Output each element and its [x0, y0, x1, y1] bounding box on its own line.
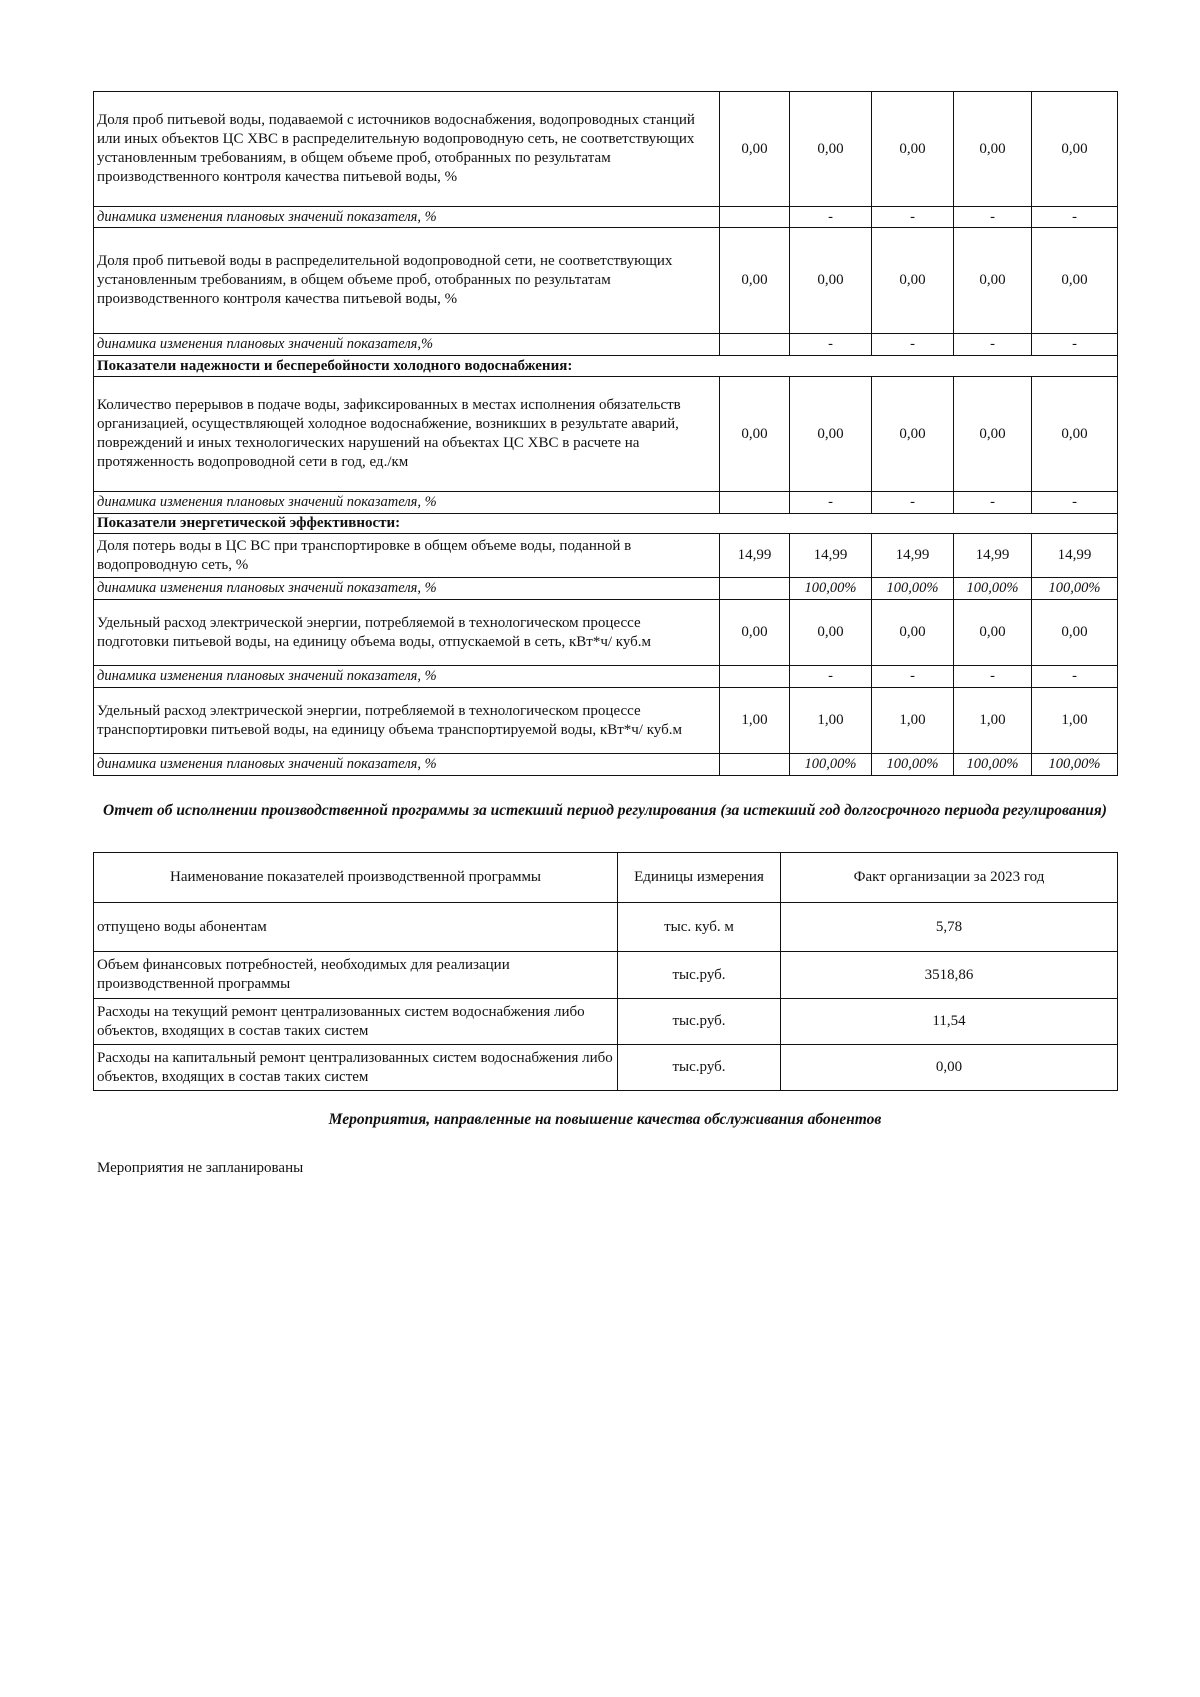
report-row-unit: тыс.руб. [618, 952, 781, 999]
indicator-value: 14,99 [790, 534, 872, 578]
indicator-label: Доля потерь воды в ЦС ВС при транспортировке в общем объеме воды, поданной в водопроводную сеть, % [94, 534, 720, 578]
indicator-value: 0,00 [1032, 600, 1118, 666]
indicator-value: 0,00 [790, 600, 872, 666]
dynamics-value: 100,00% [1032, 578, 1118, 600]
dynamics-value [720, 492, 790, 514]
table-header-row [94, 853, 1118, 903]
dynamics-value: 100,00% [954, 578, 1032, 600]
dynamics-value: - [1032, 334, 1118, 356]
report-row-name: отпущено воды абонентам [94, 903, 618, 952]
indicator-value: 14,99 [954, 534, 1032, 578]
column-header: Единицы измерения [618, 853, 781, 903]
dynamics-value: - [872, 334, 954, 356]
indicator-value: 14,99 [1032, 534, 1118, 578]
dynamics-label: динамика изменения плановых значений показателя, % [94, 578, 720, 600]
indicator-value: 14,99 [872, 534, 954, 578]
dynamics-value: - [1032, 492, 1118, 514]
table-row [94, 666, 1118, 688]
report-row-value: 11,54 [781, 999, 1118, 1045]
indicator-value: 1,00 [1032, 688, 1118, 754]
indicator-value: 0,00 [872, 600, 954, 666]
indicator-value: 0,00 [954, 228, 1032, 334]
table-row [94, 377, 1118, 492]
indicator-label: Доля проб питьевой воды, подаваемой с источников водоснабжения, водопроводных станций или иных объектов ЦС ХВС в распределительную водопроводную сеть, не соответствующих установленным требованиям, в общем объеме проб, отобранных по результатам производственного контроля качества питьевой воды, % [94, 92, 720, 207]
dynamics-label: динамика изменения плановых значений показателя, % [94, 754, 720, 776]
report-row-name: Объем финансовых потребностей, необходимых для реализации производственной программы [94, 952, 618, 999]
measures-title: Мероприятия, направленные на повышение качества обслуживания абонентов [328, 1111, 882, 1128]
report-row-value: 3518,86 [781, 952, 1118, 999]
table-row [94, 600, 1118, 666]
section-title: Показатели надежности и бесперебойности холодного водоснабжения: [94, 356, 1118, 377]
dynamics-value [720, 334, 790, 356]
column-header: Наименование показателей производственной программы [94, 853, 618, 903]
indicator-label: Количество перерывов в подаче воды, зафиксированных в местах исполнения обязательств организацией, осуществляющей холодное водоснабжение, возникших в результате аварий, повреждений и иных технологических нарушений на объектах ЦС ХВС в расчете на протяженность водопроводной сети в год, ед./км [94, 377, 720, 492]
dynamics-value [720, 666, 790, 688]
dynamics-value: - [1032, 207, 1118, 228]
indicator-value: 1,00 [954, 688, 1032, 754]
report-row-unit: тыс.руб. [618, 999, 781, 1045]
dynamics-value: - [790, 492, 872, 514]
table-row [94, 754, 1118, 776]
table-row [94, 228, 1118, 334]
indicator-value: 0,00 [872, 92, 954, 207]
dynamics-value: - [872, 207, 954, 228]
indicator-value: 0,00 [720, 228, 790, 334]
indicator-value: 0,00 [720, 600, 790, 666]
section-title: Показатели энергетической эффективности: [94, 514, 1118, 534]
dynamics-label: динамика изменения плановых значений показателя, % [94, 492, 720, 514]
dynamics-value: - [954, 334, 1032, 356]
table-row [94, 578, 1118, 600]
dynamics-value: - [954, 492, 1032, 514]
indicator-value: 0,00 [872, 377, 954, 492]
indicator-value: 0,00 [1032, 377, 1118, 492]
dynamics-value [720, 754, 790, 776]
report-row-name: Расходы на текущий ремонт централизованных систем водоснабжения либо объектов, входящих в состав таких систем [94, 999, 618, 1045]
report-row-unit: тыс. куб. м [618, 903, 781, 952]
dynamics-value: 100,00% [872, 578, 954, 600]
indicator-value: 0,00 [1032, 228, 1118, 334]
table-row [94, 534, 1118, 578]
dynamics-value: 100,00% [790, 754, 872, 776]
indicator-value: 1,00 [720, 688, 790, 754]
table-row [94, 1045, 1118, 1091]
indicator-value: 0,00 [720, 377, 790, 492]
dynamics-value: - [954, 207, 1032, 228]
measures-text: Мероприятия не запланированы [97, 1160, 304, 1176]
table-row [94, 952, 1118, 999]
report-row-value: 5,78 [781, 903, 1118, 952]
indicator-label: Удельный расход электрической энергии, потребляемой в технологическом процессе подготовки питьевой воды, на единицу объема воды, отпускаемой в сеть, кВт*ч/ куб.м [94, 600, 720, 666]
column-header: Факт организации за 2023 год [781, 853, 1118, 903]
section-header-row [94, 514, 1118, 534]
indicator-label: Доля проб питьевой воды в распределительной водопроводной сети, не соответствующих установленным требованиям, в общем объеме проб, отобранных по результатам производственного контроля качества питьевой воды, % [94, 228, 720, 334]
dynamics-value: 100,00% [872, 754, 954, 776]
indicator-value: 0,00 [954, 92, 1032, 207]
dynamics-label: динамика изменения плановых значений показателя, % [94, 207, 720, 228]
dynamics-value [720, 207, 790, 228]
report-title: Отчет об исполнении производственной программы за истекший период регулирования (за истекший год долгосрочного периода регулирования) [103, 802, 1107, 819]
indicator-value: 0,00 [1032, 92, 1118, 207]
dynamics-label: динамика изменения плановых значений показателя,% [94, 334, 720, 356]
indicator-value: 0,00 [790, 92, 872, 207]
indicators-table [93, 91, 1118, 776]
indicator-value: 0,00 [790, 228, 872, 334]
table-row [94, 999, 1118, 1045]
indicator-value: 0,00 [790, 377, 872, 492]
indicator-value: 0,00 [954, 600, 1032, 666]
indicator-value: 0,00 [954, 377, 1032, 492]
report-row-value: 0,00 [781, 1045, 1118, 1091]
dynamics-value: - [872, 666, 954, 688]
indicator-label: Удельный расход электрической энергии, потребляемой в технологическом процессе транспортировки питьевой воды, на единицу объема транспортируемой воды, кВт*ч/ куб.м [94, 688, 720, 754]
section-header-row [94, 356, 1118, 377]
dynamics-value: 100,00% [954, 754, 1032, 776]
table-row [94, 903, 1118, 952]
dynamics-value: - [1032, 666, 1118, 688]
table-row [94, 492, 1118, 514]
dynamics-value: - [790, 666, 872, 688]
dynamics-value [720, 578, 790, 600]
indicator-value: 0,00 [720, 92, 790, 207]
dynamics-label: динамика изменения плановых значений показателя, % [94, 666, 720, 688]
table-row [94, 92, 1118, 207]
report-row-unit: тыс.руб. [618, 1045, 781, 1091]
indicator-value: 1,00 [872, 688, 954, 754]
dynamics-value: - [790, 207, 872, 228]
dynamics-value: - [872, 492, 954, 514]
indicator-value: 0,00 [872, 228, 954, 334]
table-row [94, 334, 1118, 356]
indicator-value: 14,99 [720, 534, 790, 578]
dynamics-value: - [954, 666, 1032, 688]
report-table [93, 852, 1118, 1091]
report-row-name: Расходы на капитальный ремонт централизованных систем водоснабжения либо объектов, входящих в состав таких систем [94, 1045, 618, 1091]
dynamics-value: 100,00% [790, 578, 872, 600]
dynamics-value: 100,00% [1032, 754, 1118, 776]
table-row [94, 207, 1118, 228]
table-row [94, 688, 1118, 754]
indicator-value: 1,00 [790, 688, 872, 754]
dynamics-value: - [790, 334, 872, 356]
